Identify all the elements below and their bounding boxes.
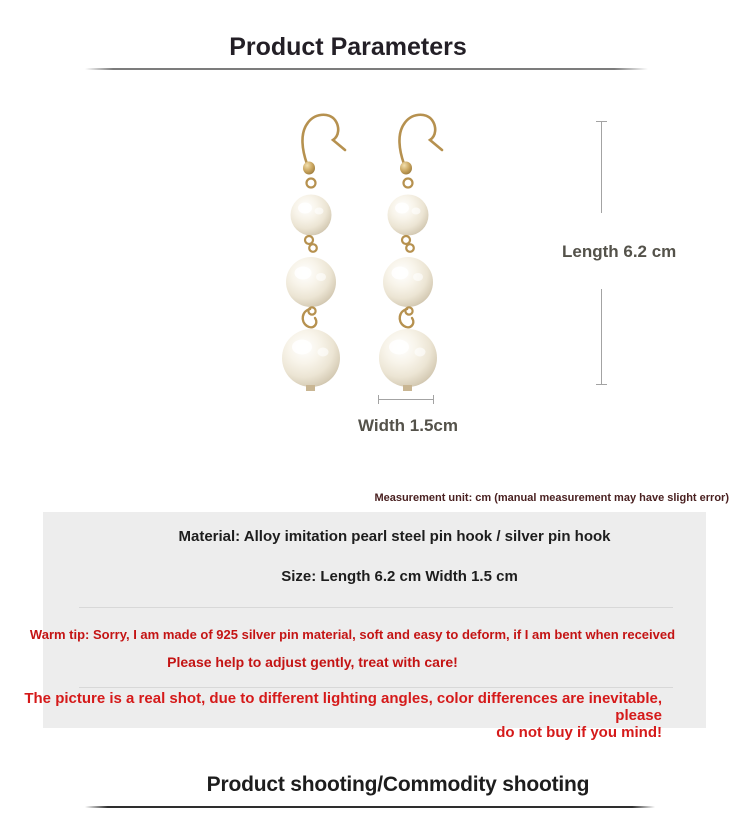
width-label: Width 1.5cm (358, 416, 458, 435)
measurement-unit-note: Measurement unit: cm (manual measurement may have slight error) (374, 492, 729, 504)
info-divider-top (79, 607, 673, 608)
page-title: Product Parameters (229, 33, 467, 61)
length-line-lower (601, 289, 602, 384)
product-image-earrings (250, 112, 460, 404)
width-line-right-tick (433, 395, 434, 404)
warm-tip-line-2: Please help to adjust gently, treat with care! (167, 654, 458, 670)
real-shot-notice (8, 690, 662, 741)
material-text: Material: Alloy imitation pearl steel pin hook / silver pin hook (178, 528, 611, 545)
real-shot-notice-line-2: do not buy if you mind! (496, 724, 662, 741)
product-info-box (24, 512, 706, 741)
width-line (378, 399, 434, 400)
length-label: Length 6.2 cm (562, 242, 677, 261)
length-line-bottom-cap (596, 384, 607, 385)
real-shot-notice-line-1: The picture is a real shot, due to different lighting angles, color differences are inevitable, please (24, 690, 662, 724)
next-section-divider (85, 806, 655, 808)
length-line-upper (601, 122, 602, 213)
size-text: Size: Length 6.2 cm Width 1.5 cm (281, 568, 518, 585)
warm-tip-line-1: Warm tip: Sorry, I am made of 925 silver pin material, soft and easy to deform, if I am bent when received (29, 627, 676, 642)
next-section-title: Product shooting/Commodity shooting (206, 773, 590, 796)
title-divider (85, 68, 648, 70)
info-divider-bottom (79, 687, 673, 688)
